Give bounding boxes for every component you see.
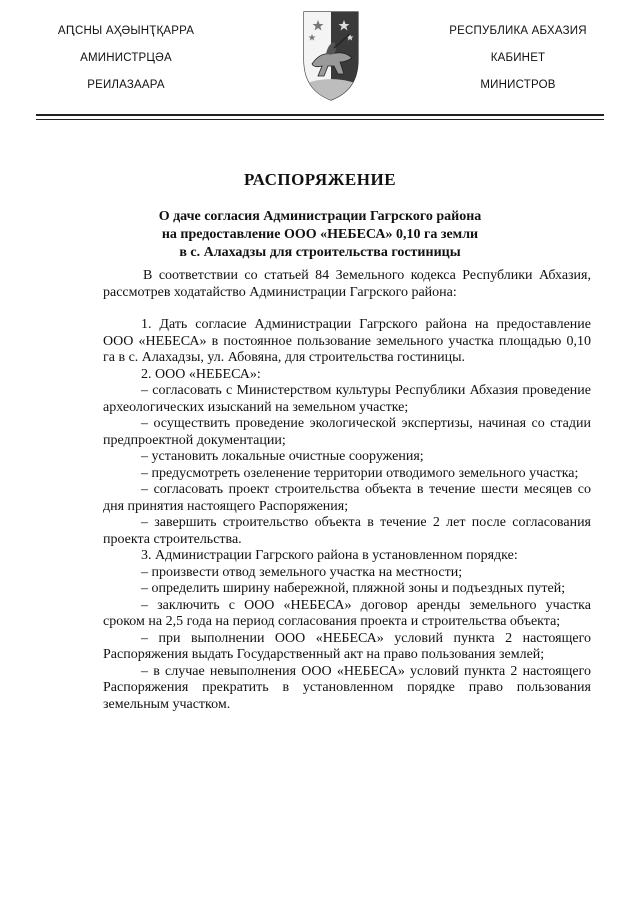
letterhead-russian	[408, 22, 628, 103]
letterhead-right-line-3: МИНИСТРОВ	[480, 79, 556, 91]
letterhead-left-line-2: АМИНИСТРЦӘА	[80, 52, 172, 64]
clause-2-sub-3: – установить локальные очистные сооружения;	[141, 449, 424, 464]
intro-paragraph: В соответствии со статьей 84 Земельного кодекса Республики Абхазия, рассмотрев ходатайство Администрации Гагрского района:	[103, 268, 591, 300]
document-title: РАСПОРЯЖЕНИЕ	[243, 170, 397, 189]
letterhead	[0, 0, 640, 120]
letterhead-left-line-1: АԤСНЫ АҲӘЫНҬҚАРРА	[57, 25, 195, 37]
subject-line-2: на предоставление ООО «НЕБЕСА» 0,10 га земли	[161, 227, 479, 242]
clause-2-sub-6: – завершить строительство объекта в течение 2 лет после согласования проекта строительства.	[103, 515, 591, 547]
clause-1: 1. Дать согласие Администрации Гагрского района на предоставление ООО «НЕБЕСА» в постоянное пользование земельного участка площадью 0,10 га в с. Алахадзы, ул. Абовяна, для строительства гостиницы.	[103, 317, 591, 365]
letterhead-right-line-2: КАБИНЕТ	[490, 52, 546, 64]
letterhead-right-line-1: РЕСПУБЛИКА АБХАЗИЯ	[449, 25, 587, 37]
clause-3-sub-2: – определить ширину набережной, пляжной зоны и подъездных путей;	[141, 581, 566, 596]
clause-2-sub-1: – согласовать с Министерством культуры Республики Абхазия проведение археологических изысканий на земельном участке;	[103, 383, 591, 415]
letterhead-abkhaz	[16, 22, 236, 103]
clause-3-sub-5: – в случае невыполнения ООО «НЕБЕСА» условий пункта 2 настоящего Распоряжения прекратить в установленном порядке право пользования земельным участком.	[103, 663, 591, 712]
header-divider	[36, 114, 604, 116]
subject-line-1: О даче согласия Администрации Гагрского района	[158, 209, 482, 224]
clause-2: 2. ООО «НЕБЕСА»:	[141, 366, 261, 382]
document-subject	[60, 208, 580, 262]
clause-2-sub-2: – осуществить проведение экологической экспертизы, начиная со стадии предпроектной документации;	[103, 416, 591, 448]
clause-2-sub-5: – согласовать проект строительства объекта в течение шести месяцев со дня принятия настоящего Распоряжения;	[103, 482, 591, 514]
clause-2-sub-4: – предусмотреть озеленение территории отводимого земельного участка;	[141, 465, 579, 481]
header-divider-thin	[36, 119, 604, 120]
clause-3-sub-3: – заключить с ООО «НЕБЕСА» договор аренды земельного участка сроком на 2,5 года на период согласования проекта и строительства объекта;	[103, 597, 591, 629]
clause-3: 3. Администрации Гагрского района в установленном порядке:	[141, 548, 518, 563]
coat-of-arms-icon	[300, 8, 362, 102]
subject-line-3: в с. Алахадзы для строительства гостиницы	[179, 245, 461, 260]
clause-3-sub-1: – произвести отвод земельного участка на местности;	[141, 564, 463, 580]
document-body	[103, 268, 591, 713]
letterhead-left-line-3: РЕИЛАЗААРА	[87, 79, 165, 91]
clause-3-sub-4: – при выполнении ООО «НЕБЕСА» условий пункта 2 настоящего Распоряжения выдать Государственный акт на право пользования землей;	[103, 630, 591, 662]
